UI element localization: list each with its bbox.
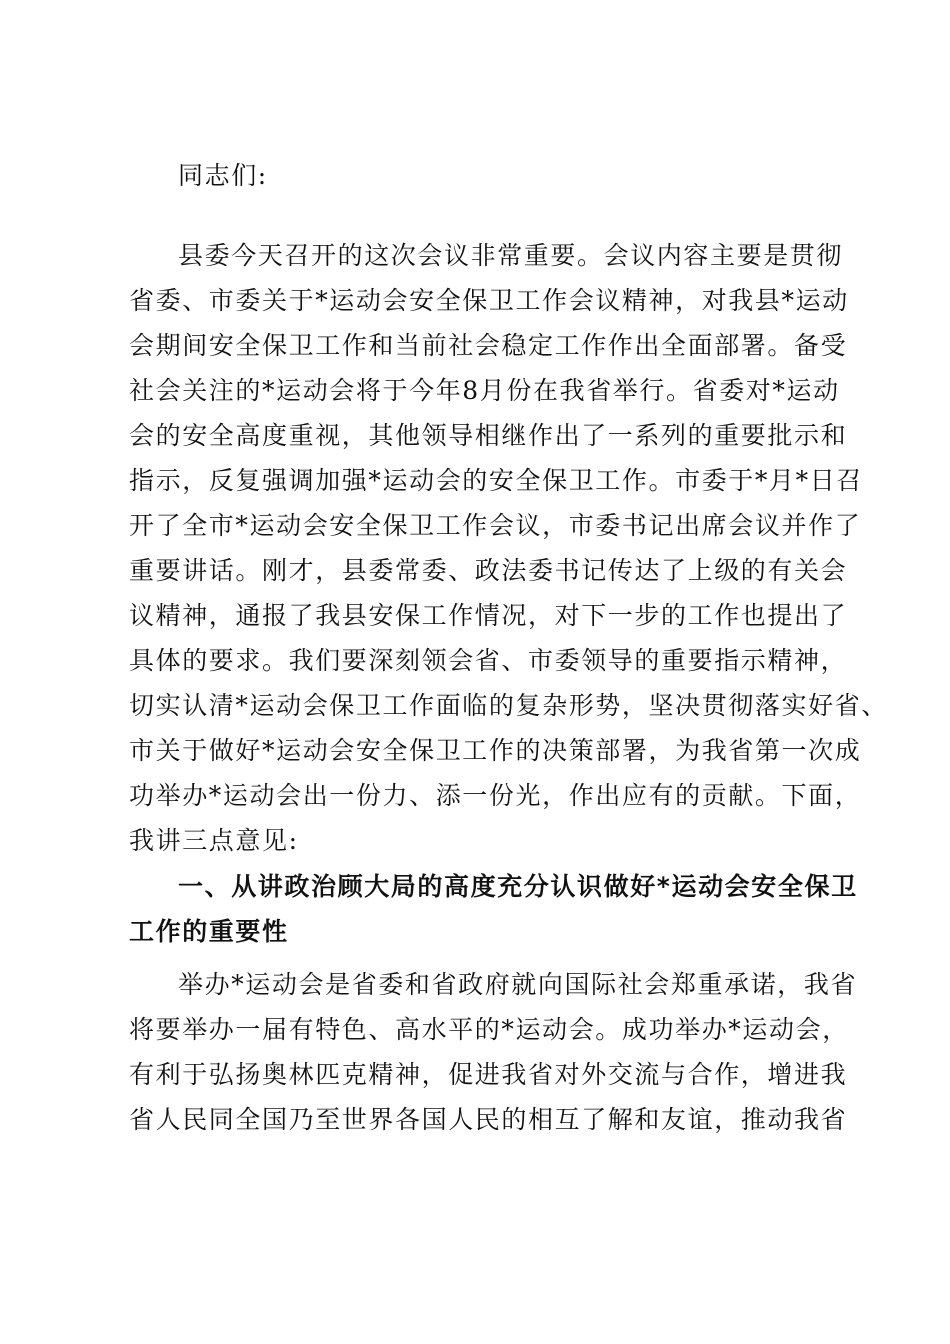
paragraph-1-line: 社会关注的*运动会将于今年8月份在我省举行。省委对*运动 (129, 376, 840, 405)
heading-line: 一、从讲政治顾大局的高度充分认识做好*运动会安全保卫 (178, 872, 858, 901)
greeting-block (129, 153, 833, 198)
paragraph-1-line: 会期间安全保卫工作和当前社会稳定工作作出全面部署。备受 (129, 331, 848, 360)
paragraph-1-line: 县委今天召开的这次会议非常重要。会议内容主要是贯彻 (178, 241, 844, 270)
paragraph-1-line: 会的安全高度重视，其他领导相继作出了一系列的重要批示和 (129, 421, 848, 450)
paragraph-1-line: 具体的要求。我们要深刻领会省、市委领导的重要指示精神， (129, 646, 848, 675)
paragraph-2-line: 省人民同全国乃至世界各国人民的相互了解和友谊，推动我省 (129, 1105, 848, 1134)
paragraph-1-line: 指示，反复强调加强*运动会的安全保卫工作。市委于*月*日召 (129, 466, 863, 495)
paragraph-1-line: 市关于做好*运动会安全保卫工作的决策部署，为我省第一次成 (129, 736, 862, 765)
paragraph-2-line: 举办*运动会是省委和省政府就向国际社会郑重承诺，我省 (178, 970, 858, 999)
heading-line: 工作的重要性 (129, 917, 289, 946)
paragraph-2-line: 将要举办一届有特色、高水平的*运动会。成功举办*运动会， (129, 1015, 849, 1044)
paragraph-2-line: 有利于弘扬奥林匹克精神，促进我省对外交流与合作，增进我 (129, 1060, 848, 1089)
paragraph-1 (129, 233, 888, 863)
paragraph-2 (129, 962, 858, 1142)
paragraph-1-line: 切实认清*运动会保卫工作面临的复杂形势，坚决贯彻落实好省、 (129, 691, 888, 720)
paragraph-1-line: 重要讲话。刚才，县委常委、政法委书记传达了上级的有关会 (129, 556, 848, 585)
paragraph-1-line: 我讲三点意见: (129, 826, 299, 855)
paragraph-1-line: 议精神，通报了我县安保工作情况，对下一步的工作也提出了 (129, 601, 848, 630)
section-heading-1 (129, 864, 858, 954)
paragraph-1-line: 开了全市*运动会安全保卫工作会议，市委书记出席会议并作了 (129, 511, 862, 540)
greeting: 同志们: (178, 161, 268, 190)
paragraph-1-line: 省委、市委关于*运动会安全保卫工作会议精神，对我县*运动 (129, 286, 849, 315)
paragraph-1-line: 功举办*运动会出一份力、添一份光，作出应有的贡献。下面， (129, 781, 862, 810)
